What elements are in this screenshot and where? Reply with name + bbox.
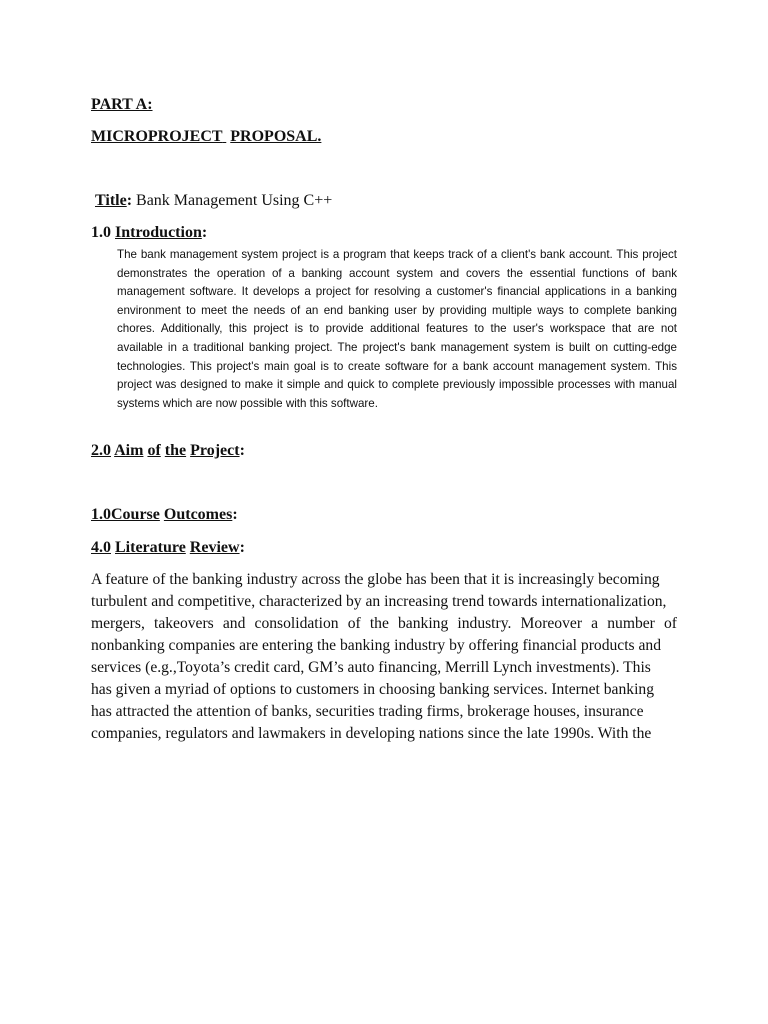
project-title-colon: : (126, 192, 133, 209)
course-outcomes-number: 1.0 (91, 506, 111, 523)
course-outcomes-word-1: Course (111, 506, 160, 523)
aim-heading (91, 442, 245, 460)
literature-review-word-2: Review (189, 539, 240, 556)
literature-review-paragraph: services (e.g.,Toyota’s credit card, GM’s auto financing, Merrill Lynch investments). This (91, 659, 651, 676)
literature-review-paragraph: mergers, takeovers and consolidation of the banking industry. Moreover a number of nonbanking companies are entering the banking industry by offering financial products and (91, 615, 677, 654)
aim-word-2: of (147, 442, 161, 459)
literature-review-number: 4.0 (91, 539, 111, 556)
project-title (95, 192, 332, 210)
proposal-heading-gap (222, 128, 226, 145)
literature-review-body (91, 569, 677, 745)
literature-review-paragraph: A feature of the banking industry across the globe has been that it is increasingly becoming (91, 571, 660, 588)
project-title-value: Bank Management Using C++ (132, 192, 333, 209)
introduction-label: Introduction (115, 224, 202, 241)
course-outcomes-word-2: Outcomes (163, 506, 233, 523)
introduction-colon: : (201, 224, 208, 241)
proposal-heading (91, 128, 321, 146)
introduction-number: 1.0 (91, 224, 111, 241)
introduction-heading (91, 224, 207, 242)
literature-review-paragraph: has attracted the attention of banks, securities trading firms, brokerage houses, insurance (91, 703, 644, 720)
proposal-heading-word-1: MICROPROJECT (91, 128, 223, 145)
literature-review-paragraph: turbulent and competitive, characterized by an increasing trend towards internationalization, (91, 593, 667, 610)
aim-word-4: Project (190, 442, 240, 459)
aim-number: 2.0 (91, 442, 111, 459)
introduction-body: The bank management system project is a program that keeps track of a client's bank account. This project demonstrates the operation of a banking account system and covers the essential functions of bank management software. It develops a project for resolving a customer's financial applications in a banking environment to meet the needs of an end banking user by providing multiple ways to complete banking chores. Additionally, this project is to provide additional features to the user's workspace that are not available in a traditional banking project. The project's bank management system is built on cutting-edge technologies. This project's main goal is to create software for a bank account management system. This project was designed to make it simple and quick to complete previously impossible processes with manual systems which are now possible with this software. (117, 248, 677, 410)
literature-review-paragraph: has given a myriad of options to customers in choosing banking services. Internet banking (91, 681, 654, 698)
literature-review-word-1: Literature (115, 539, 186, 556)
proposal-heading-word-2: PROPOSAL. (230, 128, 322, 145)
literature-review-colon: : (239, 539, 245, 556)
course-outcomes-colon: : (232, 506, 238, 523)
aim-colon: : (239, 442, 245, 459)
project-title-label: Title (95, 192, 127, 209)
course-outcomes-heading (91, 506, 238, 524)
literature-review-heading (91, 539, 245, 557)
part-label: PART A: (91, 96, 153, 113)
literature-review-paragraph: companies, regulators and lawmakers in developing nations since the late 1990s. With the (91, 725, 652, 742)
aim-word-3: the (164, 442, 187, 459)
aim-word-1: Aim (114, 442, 144, 459)
